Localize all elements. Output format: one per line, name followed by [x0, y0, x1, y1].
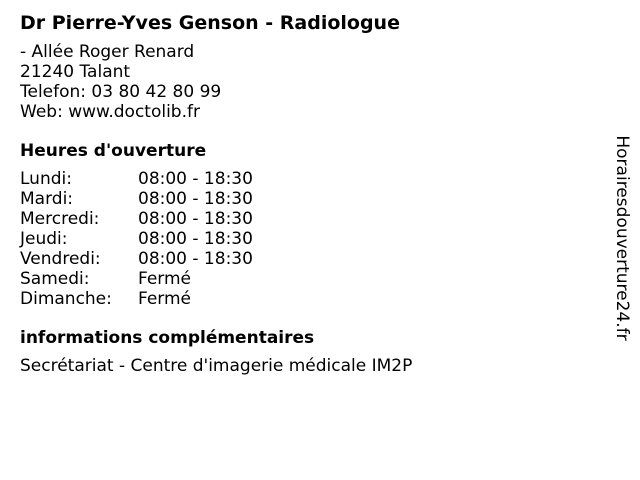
- hours-row-tuesday: [20, 189, 600, 209]
- additional-info-heading: informations complémentaires: [20, 328, 315, 348]
- address-block: [20, 42, 600, 122]
- hours-row-thursday: [20, 229, 600, 249]
- day-label: Samedi:: [20, 269, 90, 289]
- day-label: Dimanche:: [20, 289, 112, 309]
- hours-value: 08:00 - 18:30: [138, 209, 253, 229]
- hours-value: Fermé: [138, 289, 192, 309]
- day-label: Lundi:: [20, 169, 72, 189]
- phone-number: Telefon: 03 80 42 80 99: [20, 82, 222, 102]
- day-label: Mardi:: [20, 189, 74, 209]
- website-link: Web: www.doctolib.fr: [20, 102, 200, 122]
- opening-hours-table: [20, 169, 600, 309]
- hours-value: 08:00 - 18:30: [138, 189, 253, 209]
- address-city: 21240 Talant: [20, 62, 131, 82]
- hours-value: 08:00 - 18:30: [138, 229, 253, 249]
- hours-row-saturday: [20, 269, 600, 289]
- day-label: Jeudi:: [20, 229, 68, 249]
- hours-value: 08:00 - 18:30: [138, 169, 253, 189]
- hours-row-sunday: [20, 289, 600, 309]
- day-label: Mercredi:: [20, 209, 100, 229]
- address-street: - Allée Roger Renard: [20, 42, 195, 62]
- hours-row-friday: [20, 249, 600, 269]
- hours-value: 08:00 - 18:30: [138, 249, 253, 269]
- practice-title: Dr Pierre-Yves Genson - Radiologue: [20, 12, 400, 34]
- practice-card: [20, 10, 600, 376]
- hours-value: Fermé: [138, 269, 192, 289]
- hours-row-monday: [20, 169, 600, 189]
- additional-info-text: Secrétariat - Centre d'imagerie médicale IM2P: [20, 356, 413, 376]
- opening-hours-heading: Heures d'ouverture: [20, 141, 207, 161]
- hours-row-wednesday: [20, 209, 600, 229]
- site-watermark: Horairesdouverture24.fr: [612, 135, 632, 341]
- day-label: Vendredi:: [20, 249, 101, 269]
